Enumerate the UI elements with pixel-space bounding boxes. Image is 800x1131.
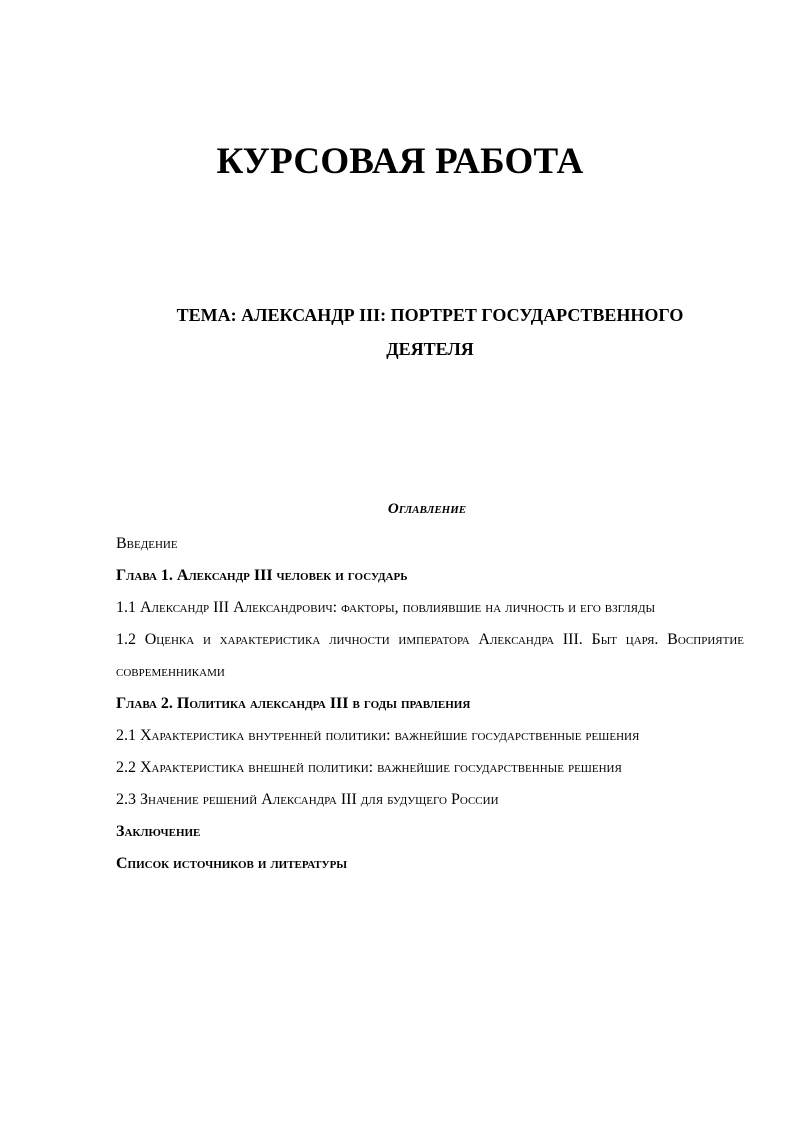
toc-item-chapter-2: Глава 2. Политика александра III в годы правления xyxy=(116,695,471,712)
toc-item-1-2: 1.2 Оценка и характеристика личности императора Александра III. Быт царя. Восприятие современниками xyxy=(116,631,744,680)
toc-heading: Оглавление xyxy=(387,501,467,517)
table-of-contents xyxy=(116,528,744,880)
toc-item-conclusion: Заключение xyxy=(116,823,201,840)
toc-item-chapter-1: Глава 1. Александр III человек и государь xyxy=(116,567,408,584)
toc-item-introduction: Введение xyxy=(116,535,178,552)
document-title: КУРСОВАЯ РАБОТА xyxy=(216,141,584,182)
document-topic xyxy=(150,298,710,366)
topic-line-2: ДЕЯТЕЛЯ xyxy=(386,339,474,359)
toc-item-1-1: 1.1 Александр III Александрович: факторы, повлиявшие на личность и его взгляды xyxy=(116,599,656,616)
toc-item-2-1: 2.1 Характеристика внутренней политики: важнейшие государственные решения xyxy=(116,727,640,744)
toc-item-sources: Список источников и литературы xyxy=(116,855,348,872)
topic-line-1: ТЕМА: АЛЕКСАНДР III: ПОРТРЕТ ГОСУДАРСТВЕННОГО xyxy=(176,305,684,325)
toc-item-2-3: 2.3 Значение решений Александра III для будущего России xyxy=(116,791,499,808)
toc-item-2-2: 2.2 Характеристика внешней политики: важнейшие государственные решения xyxy=(116,759,622,776)
